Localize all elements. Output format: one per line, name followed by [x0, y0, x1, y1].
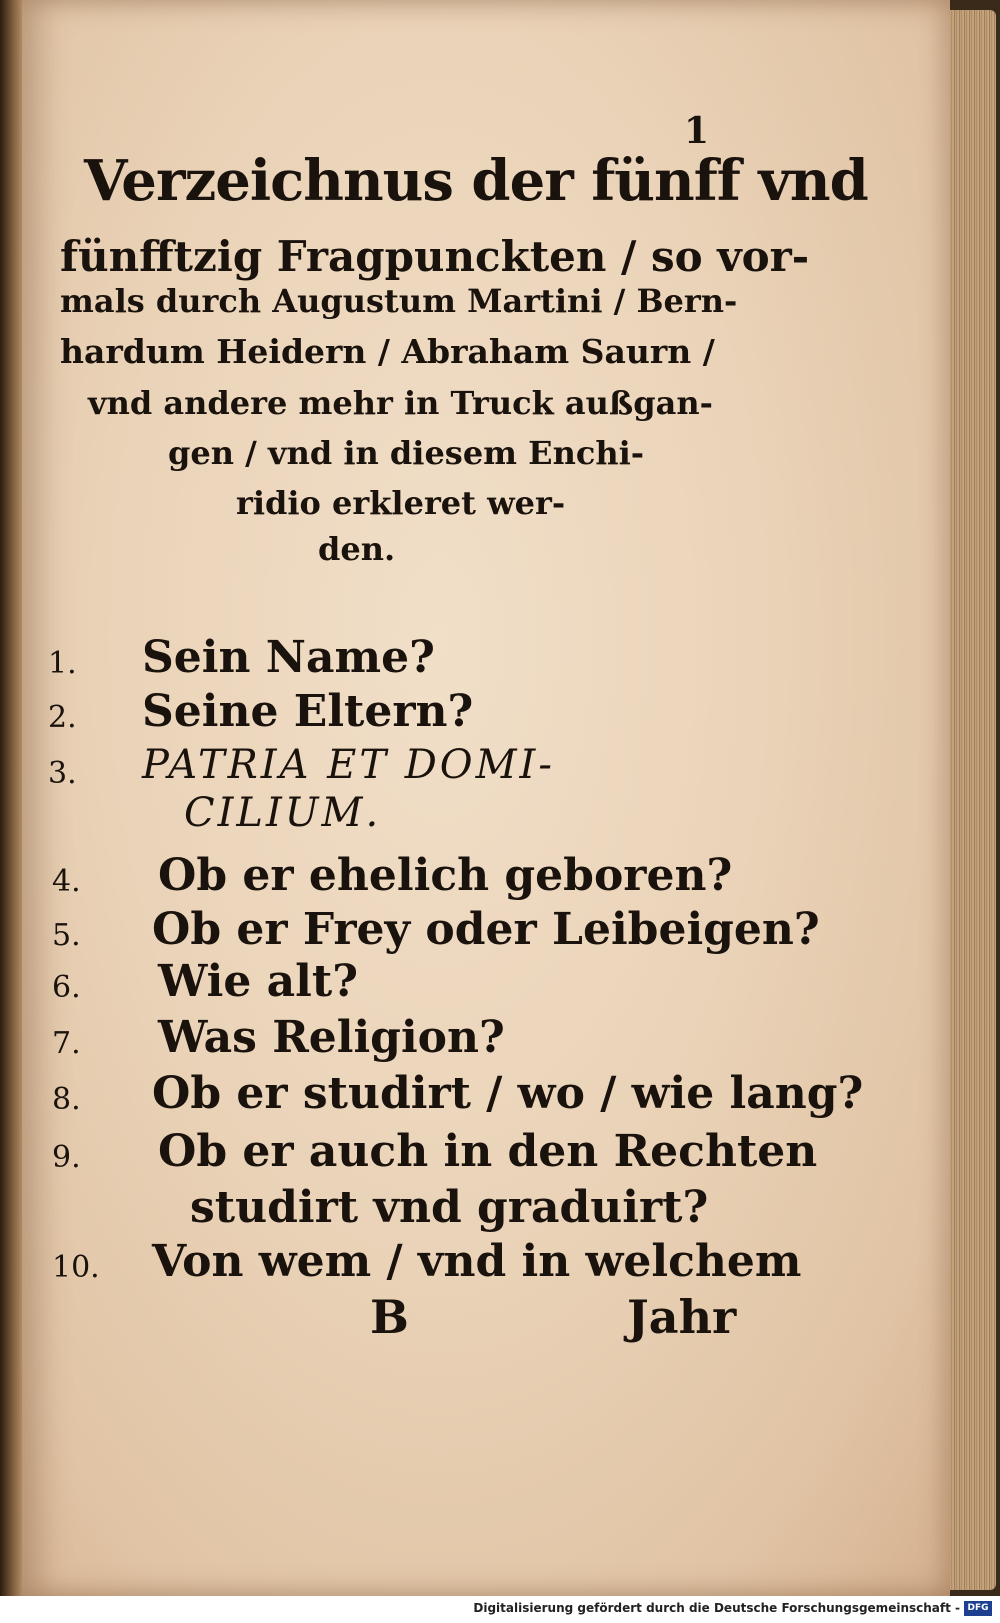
- page-edges: [950, 10, 996, 1590]
- title-line: Verzeichnus der fünff vnd: [84, 148, 868, 214]
- title-line: den.: [318, 530, 396, 568]
- catchword: Jahr: [627, 1290, 737, 1344]
- item-text: PATRIA ET DOMI-: [142, 742, 555, 788]
- item-text: Ob er Frey oder Leibeigen?: [152, 904, 820, 955]
- title-line: fünfftzig Fragpunckten / so vor-: [60, 232, 810, 281]
- item-number: 4.: [52, 864, 81, 899]
- item-number: 10.: [52, 1250, 100, 1285]
- book-page: [22, 0, 950, 1596]
- title-line: hardum Heidern / Abraham Saurn /: [60, 332, 715, 371]
- footer: [0, 1596, 1000, 1623]
- item-number: 9.: [52, 1140, 81, 1175]
- item-text: CILIUM.: [184, 790, 382, 836]
- dfg-logo-icon: DFG: [964, 1601, 992, 1616]
- item-text: Ob er ehelich geboren?: [158, 850, 733, 901]
- item-number: 8.: [52, 1082, 81, 1117]
- item-number: 7.: [52, 1026, 81, 1061]
- signature-mark: B: [370, 1290, 409, 1344]
- item-text: Von wem / vnd in welchem: [152, 1236, 802, 1287]
- book-cover-edge: [0, 0, 22, 1596]
- item-text: Sein Name?: [142, 632, 435, 683]
- item-number: 2.: [48, 700, 77, 735]
- item-text: Wie alt?: [158, 956, 358, 1007]
- item-number: 3.: [48, 756, 77, 791]
- item-text: Was Religion?: [158, 1012, 505, 1063]
- title-line: ridio erkleret wer-: [236, 484, 566, 522]
- page-number: 1: [684, 110, 710, 152]
- item-number: 6.: [52, 970, 81, 1005]
- item-number: 5.: [52, 918, 81, 953]
- item-number: 1.: [48, 646, 77, 681]
- footer-credit: Digitalisierung gefördert durch die Deutsche Forschungsgemeinschaft -: [473, 1601, 960, 1615]
- item-text: Ob er studirt / wo / wie lang?: [152, 1068, 864, 1119]
- title-line: gen / vnd in diesem Enchi-: [168, 434, 645, 472]
- item-text: Seine Eltern?: [142, 686, 474, 737]
- item-text: Ob er auch in den Rechten: [158, 1126, 818, 1177]
- item-text: studirt vnd graduirt?: [190, 1182, 709, 1233]
- title-line: vnd andere mehr in Truck außgan-: [88, 384, 713, 422]
- title-line: mals durch Augustum Martini / Bern-: [60, 282, 738, 320]
